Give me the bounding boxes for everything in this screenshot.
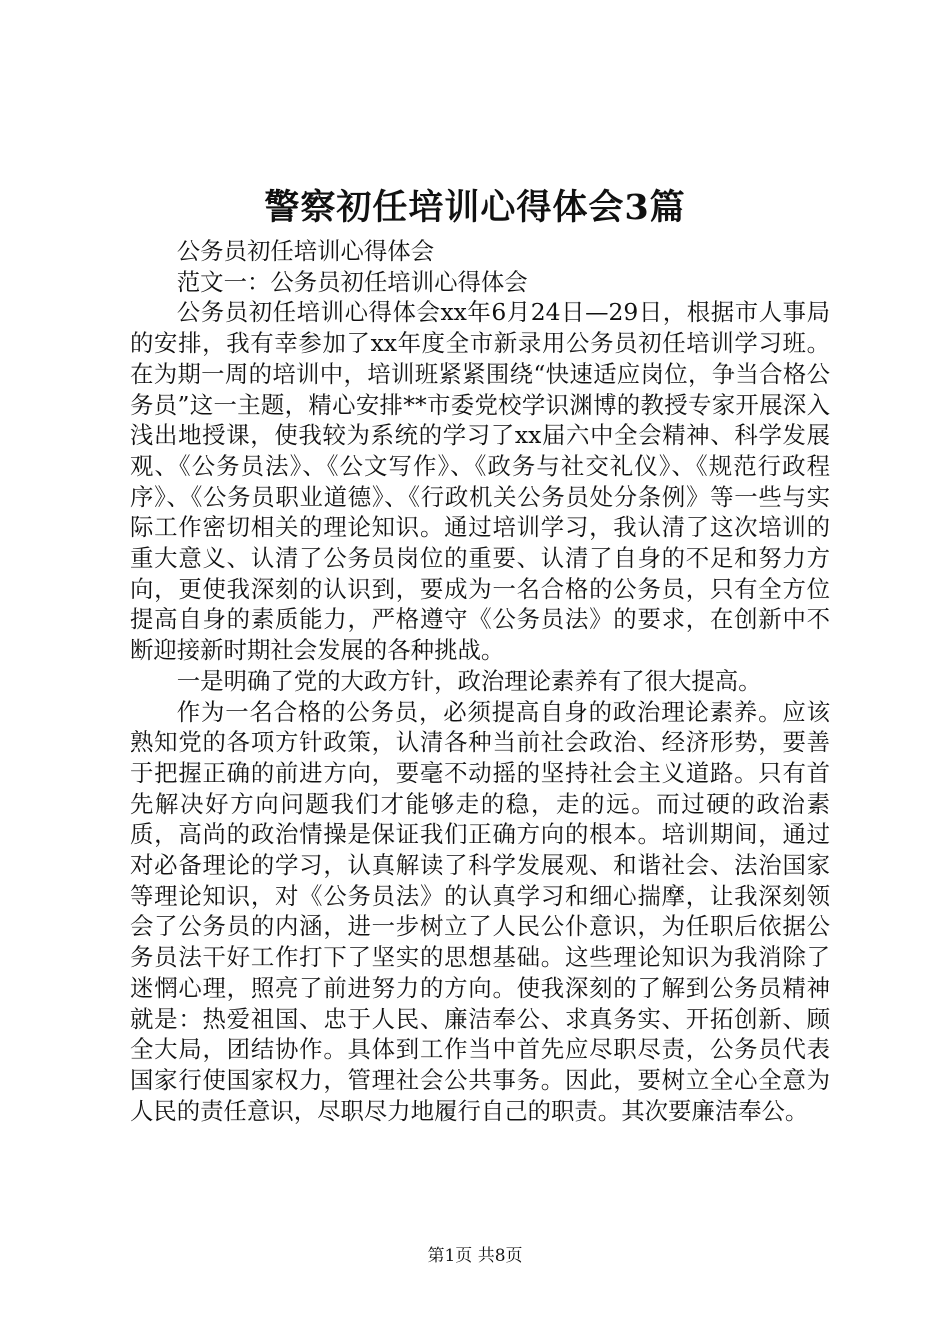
paragraph-point-one: 一是明确了党的大政方针，政治理论素养有了很大提高。 (176, 666, 762, 695)
page-footer: 第1页 共8页 (427, 1246, 523, 1266)
paragraph-sample-heading: 范文一：公务员初任培训心得体会 (176, 267, 528, 296)
document-title: 警察初任培训心得体会3篇 (264, 187, 686, 228)
paragraph-intro: 公务员初任培训心得体会xx年6月24日—29日，根据市人事局的安排，我有幸参加了xx年度全市新录用公务员初任培训学习班。在为期一周的培训中，培训班紧紧围绕“快速适应岗位，争当合格公务员”这一主题，精心安排**市委党校学识渊博的教授专家开展深入浅出地授课，使我较为系统的学习了xx届六中全会精神、科学发展观、《公务员法》、《公文写作》、《政务与社交礼仪》、《规范行政程序》、《公务员职业道德》、《行政机关公务员处分条例》等一些与实际工作密切相关的理论知识。通过培训学习，我认清了这次培训的重大意义、认清了公务员岗位的重要、认清了自身的不足和努力方向，更使我深刻的认识到，要成为一名合格的公务员，只有全方位提高自身的素质能力，严格遵守《公务员法》的要求，在创新中不断迎接新时期社会发展的各种挑战。 (130, 298, 830, 665)
paragraph-detail: 作为一名合格的公务员，必须提高自身的政治理论素养。应该熟知党的各项方针政策，认清各种当前社会政治、经济形势，要善于把握正确的前进方向，要毫不动摇的坚持社会主义道路。只有首先解决好方向问题我们才能够走的稳，走的远。而过硬的政治素质，高尚的政治情操是保证我们正确方向的根本。培训期间，通过对必备理论的学习，认真解读了科学发展观、和谐社会、法治国家等理论知识，对《公务员法》的认真学习和细心揣摩，让我深刻领会了公务员的内涵，进一步树立了人民公仆意识，为任职后依据公务员法干好工作打下了坚实的思想基础。这些理论知识为我消除了迷惘心理，照亮了前进努力的方向。使我深刻的了解到公务员精神就是：热爱祖国、忠于人民、廉洁奉公、求真务实、开拓创新、顾全大局，团结协作。具体到工作当中首先应尽职尽责，公务员代表国家行使国家权力，管理社会公共事务。因此，要树立全心全意为人民的责任意识，尽职尽力地履行自己的职责。其次要廉洁奉公。 (130, 697, 830, 1125)
document-body (130, 236, 830, 1126)
paragraph-subtitle: 公务员初任培训心得体会 (176, 237, 435, 265)
